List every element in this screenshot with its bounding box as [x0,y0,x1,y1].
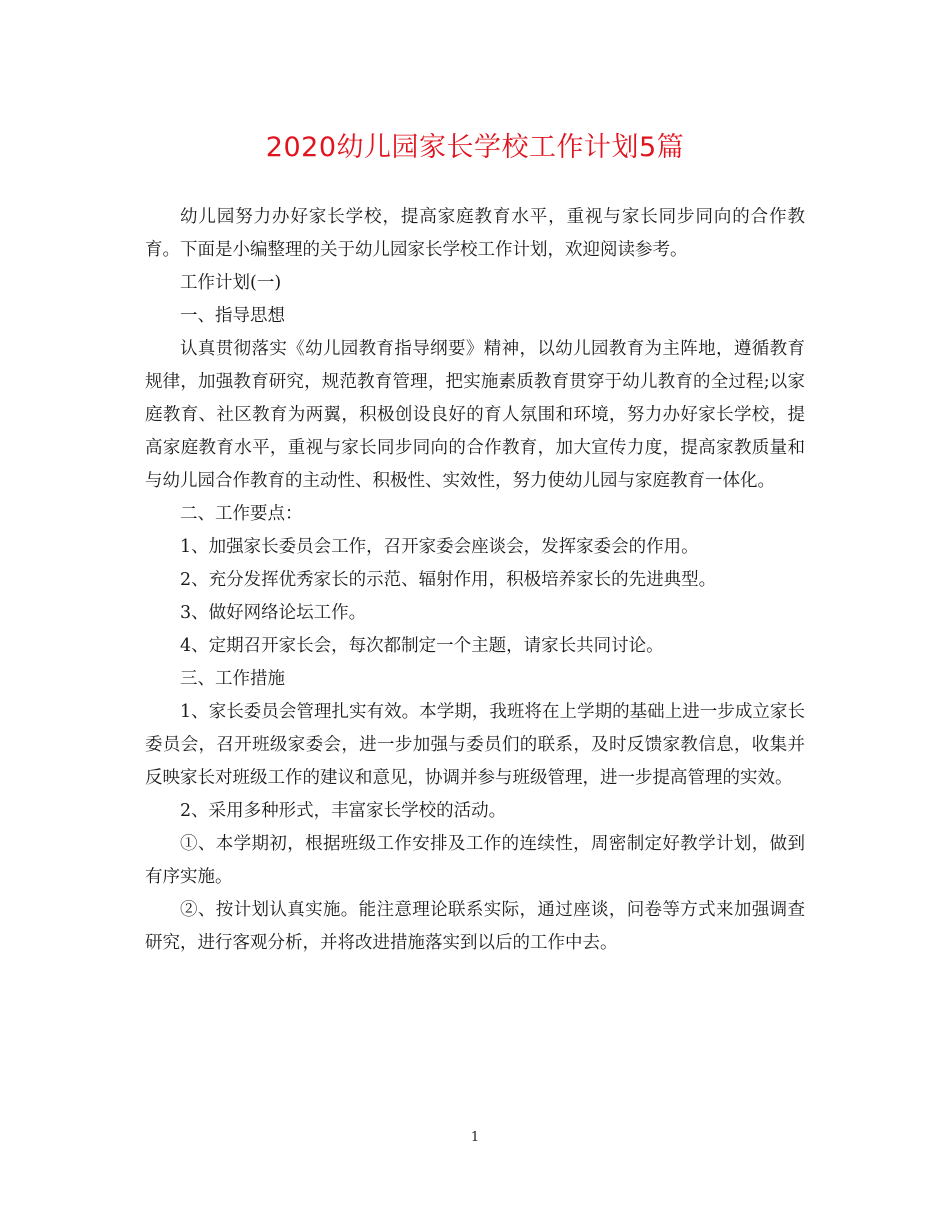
plan-heading: 工作计划(一) [180,273,282,293]
section-heading-guiding-ideology: 一、指导思想 [180,306,285,326]
sub-measure-item: ①、本学期初，根据班级工作安排及工作的连续性，周密制定好教学计划，做到有序实施。 [145,834,805,887]
work-measure-item: 1、家长委员会管理扎实有效。本学期，我班将在上学期的基础上进一步成立家长委员会，召开班级家委会，进一步加强与委员们的联系，及时反馈家教信息，收集并反映家长对班级工作的建议和意见，协调并参与班级管理，进一步提高管理的实效。 [145,702,805,788]
intro-paragraph: 幼儿园努力办好家长学校，提高家庭教育水平，重视与家长同步同向的合作教育。下面是小编整理的关于幼儿园家长学校工作计划，欢迎阅读参考。 [145,207,805,260]
guiding-ideology-paragraph: 认真贯彻落实《幼儿园教育指导纲要》精神，以幼儿园教育为主阵地，遵循教育规律，加强教育研究，规范教育管理，把实施素质教育贯穿于幼儿教育的全过程;以家庭教育、社区教育为两翼，积极创设良好的育人氛围和环境，努力办好家长学校，提高家庭教育水平，重视与家长同步同向的合作教育，加大宣传力度，提高家教质量和与幼儿园合作教育的主动性、积极性、实效性，努力使幼儿园与家庭教育一体化。 [145,339,805,491]
document-body [145,201,805,960]
section-heading-work-points: 二、工作要点： [180,504,303,524]
work-point-item: 4、定期召开家长会，每次都制定一个主题，请家长共同讨论。 [180,636,664,656]
page-number: 1 [470,1130,480,1145]
work-point-item: 1、加强家长委员会工作，召开家委会座谈会，发挥家委会的作用。 [180,537,699,557]
work-point-item: 2、充分发挥优秀家长的示范、辐射作用，积极培养家长的先进典型。 [180,570,717,590]
section-heading-work-measures: 三、工作措施 [180,669,285,689]
work-measure-item: 2、采用多种形式，丰富家长学校的活动。 [180,801,507,821]
sub-measure-item: ②、按计划认真实施。能注意理论联系实际，通过座谈，问卷等方式来加强调查研究，进行客观分析，并将改进措施落实到以后的工作中去。 [145,900,805,953]
document-title: 2020幼儿园家长学校工作计划5篇 [265,132,685,163]
work-point-item: 3、做好网络论坛工作。 [180,603,367,623]
